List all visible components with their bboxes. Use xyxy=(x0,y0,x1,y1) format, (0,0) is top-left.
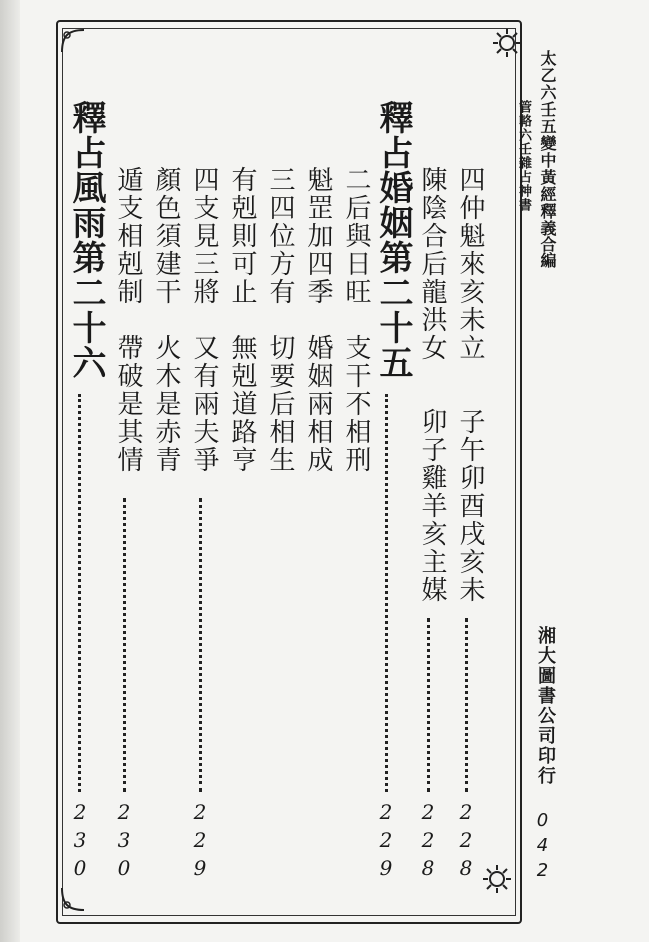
toc-entry-line-bottom: 卯子雞羊亥主媒 xyxy=(417,408,447,604)
leader-dots xyxy=(199,498,202,792)
toc-entry-line-top: 四支見三將 xyxy=(189,166,219,306)
sun-ornament-icon xyxy=(482,864,512,894)
toc-entry-line-top: 魁罡加四季 xyxy=(303,166,333,306)
leader-dots xyxy=(78,394,81,792)
toc-entry-line-bottom: 支干不相刑 xyxy=(341,334,371,474)
book-title: 管輅六壬雜占神書 xyxy=(516,100,531,212)
toc-entry-line-top: 二后與日旺 xyxy=(341,166,371,306)
toc-entry-line-top: 顏色須建干 xyxy=(151,166,181,306)
leader-dots xyxy=(427,618,430,792)
sun-ornament-icon xyxy=(492,28,522,58)
toc-page-number: 229 xyxy=(374,800,398,884)
page-gutter xyxy=(0,0,20,942)
combined-edition-label: 合編 xyxy=(538,236,557,268)
toc-entry-line-bottom: 子午卯酉戌亥未 xyxy=(455,408,485,604)
leader-dots xyxy=(385,394,388,792)
section-heading: 釋占婚姻第二十五 xyxy=(373,100,413,380)
leader-dots xyxy=(123,498,126,792)
toc-page-number: 229 xyxy=(188,800,212,884)
corner-scroll-icon xyxy=(58,884,88,914)
section-heading: 釋占風雨第二十六 xyxy=(66,100,106,380)
series-title: 太乙六壬五變中黃經釋義 xyxy=(538,50,557,237)
toc-entry-line-bottom: 婚姻兩相成 xyxy=(303,334,333,474)
toc-entry-line-top: 三四位方有 xyxy=(265,166,295,306)
toc-entry-line-bottom: 無剋道路亨 xyxy=(227,334,257,474)
toc-entry-line-bottom: 帶破是其情 xyxy=(113,334,143,474)
toc-entry-line-top: 遁支相剋制 xyxy=(113,166,143,306)
toc-page-number: 228 xyxy=(416,800,440,884)
toc-entry-line-top: 四仲魁來亥未立 xyxy=(455,166,485,362)
corner-scroll-icon xyxy=(58,26,88,56)
toc-entry-line-bottom: 又有兩夫爭 xyxy=(189,334,219,474)
page-number: 042 xyxy=(532,810,553,885)
toc-entry-line-top: 有剋則可止 xyxy=(227,166,257,306)
toc-entry-line-bottom: 切要后相生 xyxy=(265,334,295,474)
toc-page-number: 230 xyxy=(68,800,92,884)
toc-page-number: 228 xyxy=(454,800,478,884)
publisher-name: 湘大圖書公司印行 xyxy=(535,626,556,786)
toc-entry-line-top: 陳陰合后龍洪女 xyxy=(417,166,447,362)
toc-entry-line-bottom: 火木是赤青 xyxy=(151,334,181,474)
leader-dots xyxy=(465,618,468,792)
toc-page-number: 230 xyxy=(112,800,136,884)
